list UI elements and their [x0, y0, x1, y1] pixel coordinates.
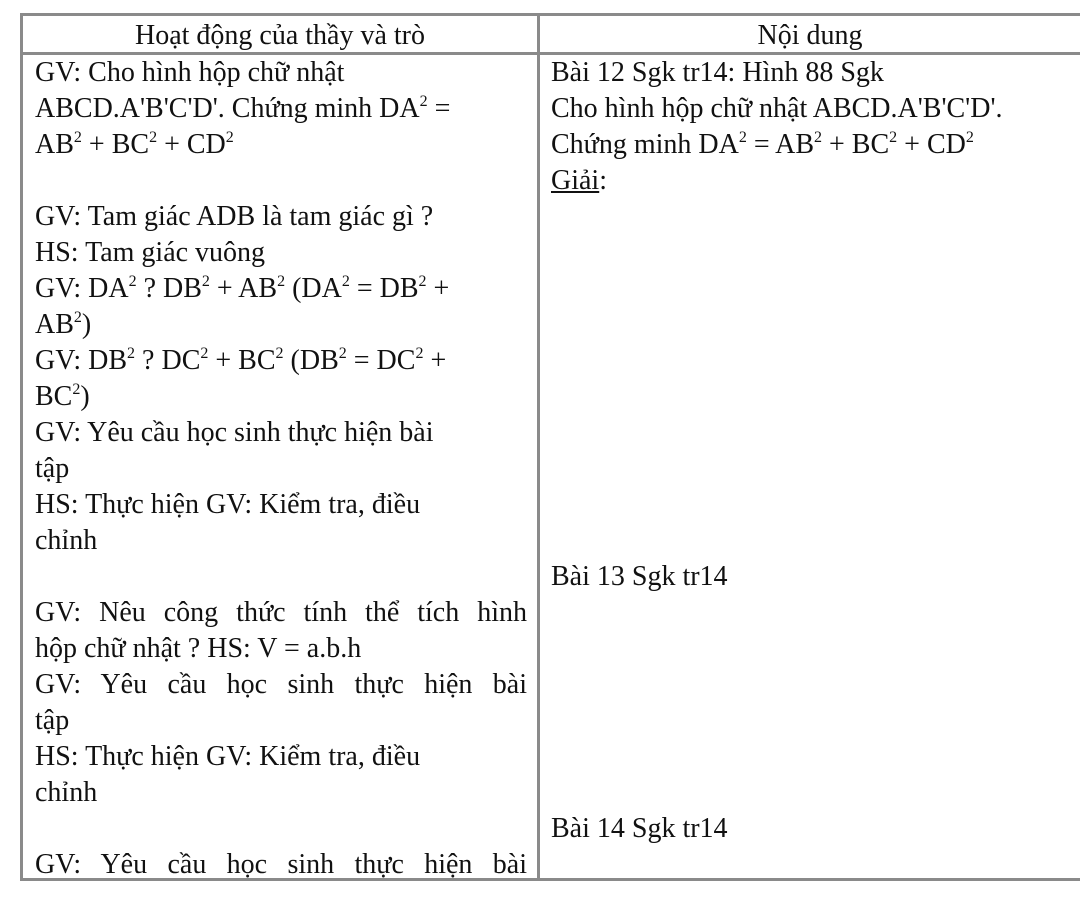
activities-cell	[35, 55, 527, 883]
exercise-12-given: Cho hình hộp chữ nhật ABCD.A'B'C'D'.	[551, 93, 1003, 124]
blank-line	[35, 559, 527, 595]
column-divider	[537, 16, 540, 878]
exercise-12-title: Bài 12 Sgk tr14: Hình 88 Sgk	[551, 57, 884, 88]
text-line: HS: Thực hiện GV: Kiểm tra, điều	[35, 489, 421, 520]
text-line: $AB^2$)	[35, 309, 92, 340]
text-line: chỉnh	[35, 777, 98, 808]
text-line: GV: Yêu cầu học sinh thực hiện bài	[35, 417, 434, 448]
text-line: GV: Yêu cầu học sinh thực hiện bài	[35, 849, 527, 880]
text-line: $BC^2$)	[35, 381, 90, 412]
text-line: ABCD.A'B'C'D'. Chứng minh $DA^2$ =	[35, 93, 451, 124]
text-line: GV: $DA^2$ ? $DB^2 + AB^2$ ($DA^2 = DB^2$ +	[35, 273, 450, 304]
text-line: GV: Cho hình hộp chữ nhật	[35, 57, 345, 88]
text-line: tập	[35, 453, 70, 484]
text-line: hộp chữ nhật ? HS: V = a.b.h	[35, 633, 362, 664]
blank-line	[35, 163, 527, 199]
solution-heading: Giải:	[551, 165, 607, 196]
exercise-13-title: Bài 13 Sgk tr14	[551, 561, 728, 592]
solution-label: Giải	[551, 165, 600, 196]
header-content: Nội dung	[757, 20, 863, 51]
blank-line	[35, 811, 527, 847]
text-line: chỉnh	[35, 525, 98, 556]
exercise-12-prove: Chứng minh $DA^2 = AB^2 + BC^2 + CD^2$	[551, 129, 974, 160]
text-line: GV: Nêu công thức tính thể tích hình	[35, 597, 527, 628]
text-line: HS: Thực hiện GV: Kiểm tra, điều	[35, 741, 421, 772]
header-activities: Hoạt động của thầy và trò	[134, 20, 426, 51]
text-line: HS: Tam giác vuông	[35, 237, 266, 268]
content-cell	[551, 55, 1080, 847]
text-line: tập	[35, 705, 70, 736]
text-line: $AB^2 + BC^2 + CD^2$	[35, 129, 234, 160]
lesson-table	[20, 13, 1080, 881]
exercise-14-title: Bài 14 Sgk tr14	[551, 813, 728, 844]
table-header-row	[23, 16, 1080, 55]
text-line: GV: Yêu cầu học sinh thực hiện bài	[35, 669, 527, 700]
text-line: GV: $DB^2$ ? $DC^2 + BC^2$ ($DB^2 = DC^2$ +	[35, 345, 447, 376]
text-line: GV: Tam giác ADB là tam giác gì ?	[35, 201, 434, 232]
